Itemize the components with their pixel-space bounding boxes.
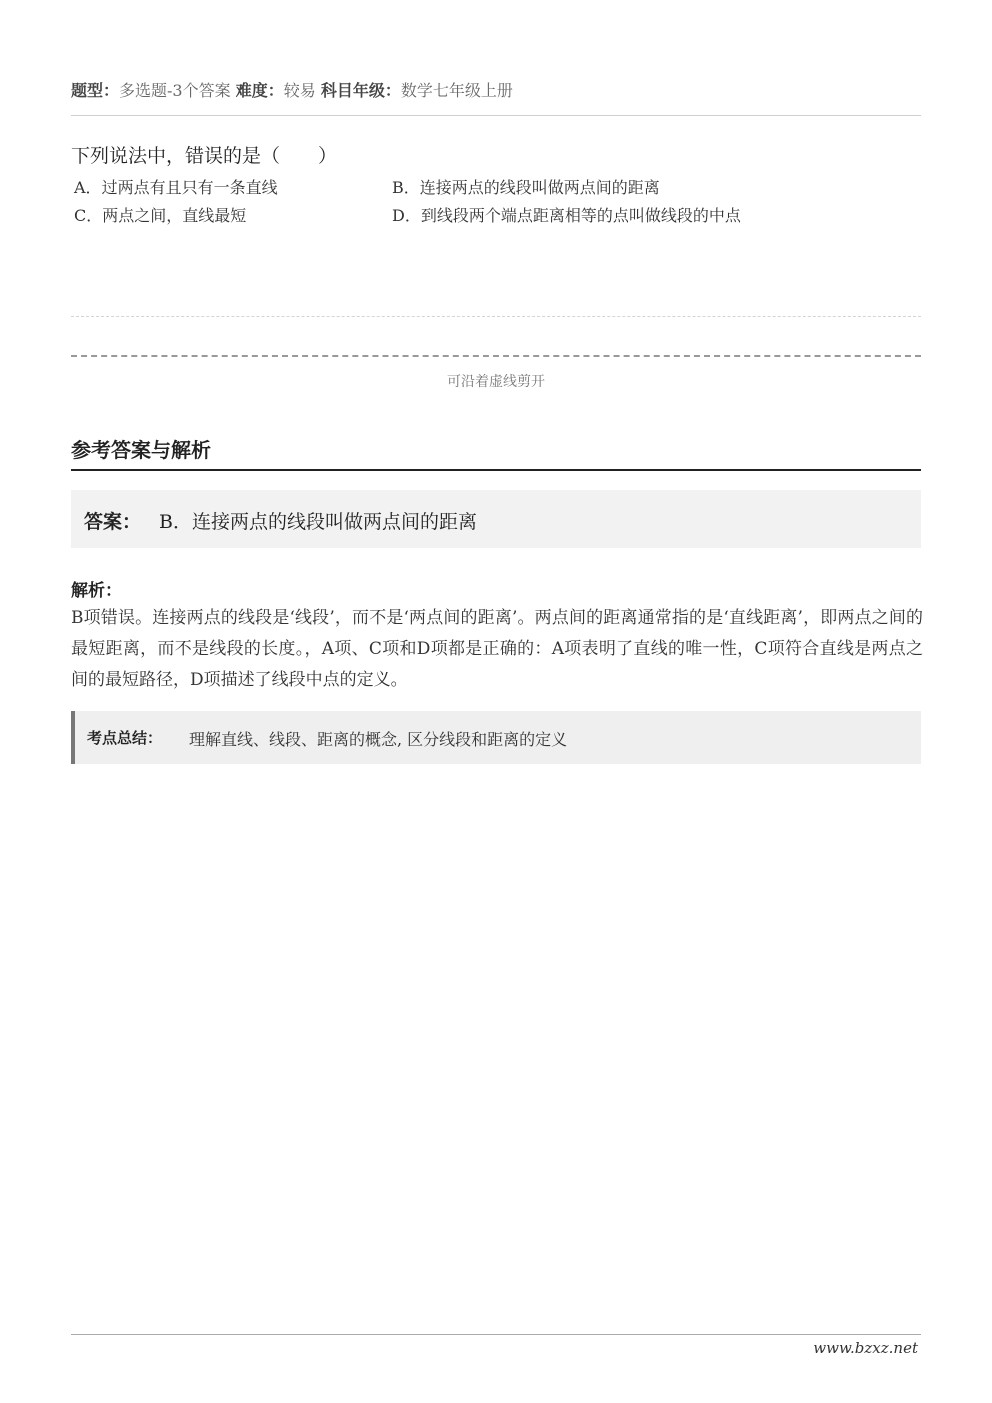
options-list (74, 174, 924, 230)
cut-hint: 可沿着虚线剪开 (447, 374, 545, 390)
footer-url: www.bzxz.net (813, 1339, 918, 1357)
cut-line (71, 355, 921, 357)
question-meta (71, 78, 921, 101)
question-stem: 下列说法中，错误的是（ ） (71, 145, 338, 167)
option-d (392, 202, 741, 230)
type-label: 题型： (71, 81, 120, 100)
summary-box (71, 711, 921, 764)
option-c-letter: C． (74, 206, 103, 225)
answer-box (71, 490, 921, 548)
summary-label: 考点总结： (87, 729, 163, 747)
footer-divider (71, 1334, 921, 1335)
analysis-label: 解析： (71, 581, 122, 601)
difficulty-label: 难度： (235, 81, 284, 100)
section-title: 参考答案与解析 (71, 438, 211, 462)
section-divider (71, 469, 921, 471)
option-d-letter: D． (392, 206, 421, 225)
difficulty-value: 较易 (283, 81, 316, 100)
answer-space-divider (71, 316, 921, 317)
answer-label: 答案： (84, 511, 142, 533)
type-value: 多选题-3个答案 (119, 81, 231, 100)
option-a-letter: A． (74, 178, 102, 197)
answer-text: B．连接两点的线段叫做两点间的距离 (159, 511, 477, 533)
option-b-text: 连接两点的线段叫做两点间的距离 (419, 178, 660, 197)
option-c-text: 两点之间，直线最短 (102, 206, 247, 225)
analysis-text: B项错误。连接两点的线段是‘线段’，而不是‘两点间的距离’。两点间的距离通常指的是‘直线距离’，即两点之间的最短距离，而不是线段的长度。，A项、C项和D项都是正确的：A项表明了直线的唯一性，C项符合直线是两点之间的最短路径，D项描述了线段中点的定义。 (71, 608, 923, 690)
option-a-text: 过两点有且只有一条直线 (101, 178, 278, 197)
header-divider (71, 115, 921, 116)
option-b-letter: B． (392, 178, 420, 197)
subject-label: 科目年级： (320, 81, 401, 100)
summary-text: 理解直线、线段、距离的概念, 区分线段和距离的定义 (189, 730, 568, 749)
option-a (74, 174, 392, 202)
option-b (392, 174, 660, 202)
option-d-text: 到线段两个端点距离相等的点叫做线段的中点 (420, 206, 741, 225)
subject-value: 数学七年级上册 (400, 81, 513, 100)
option-c (74, 202, 392, 230)
